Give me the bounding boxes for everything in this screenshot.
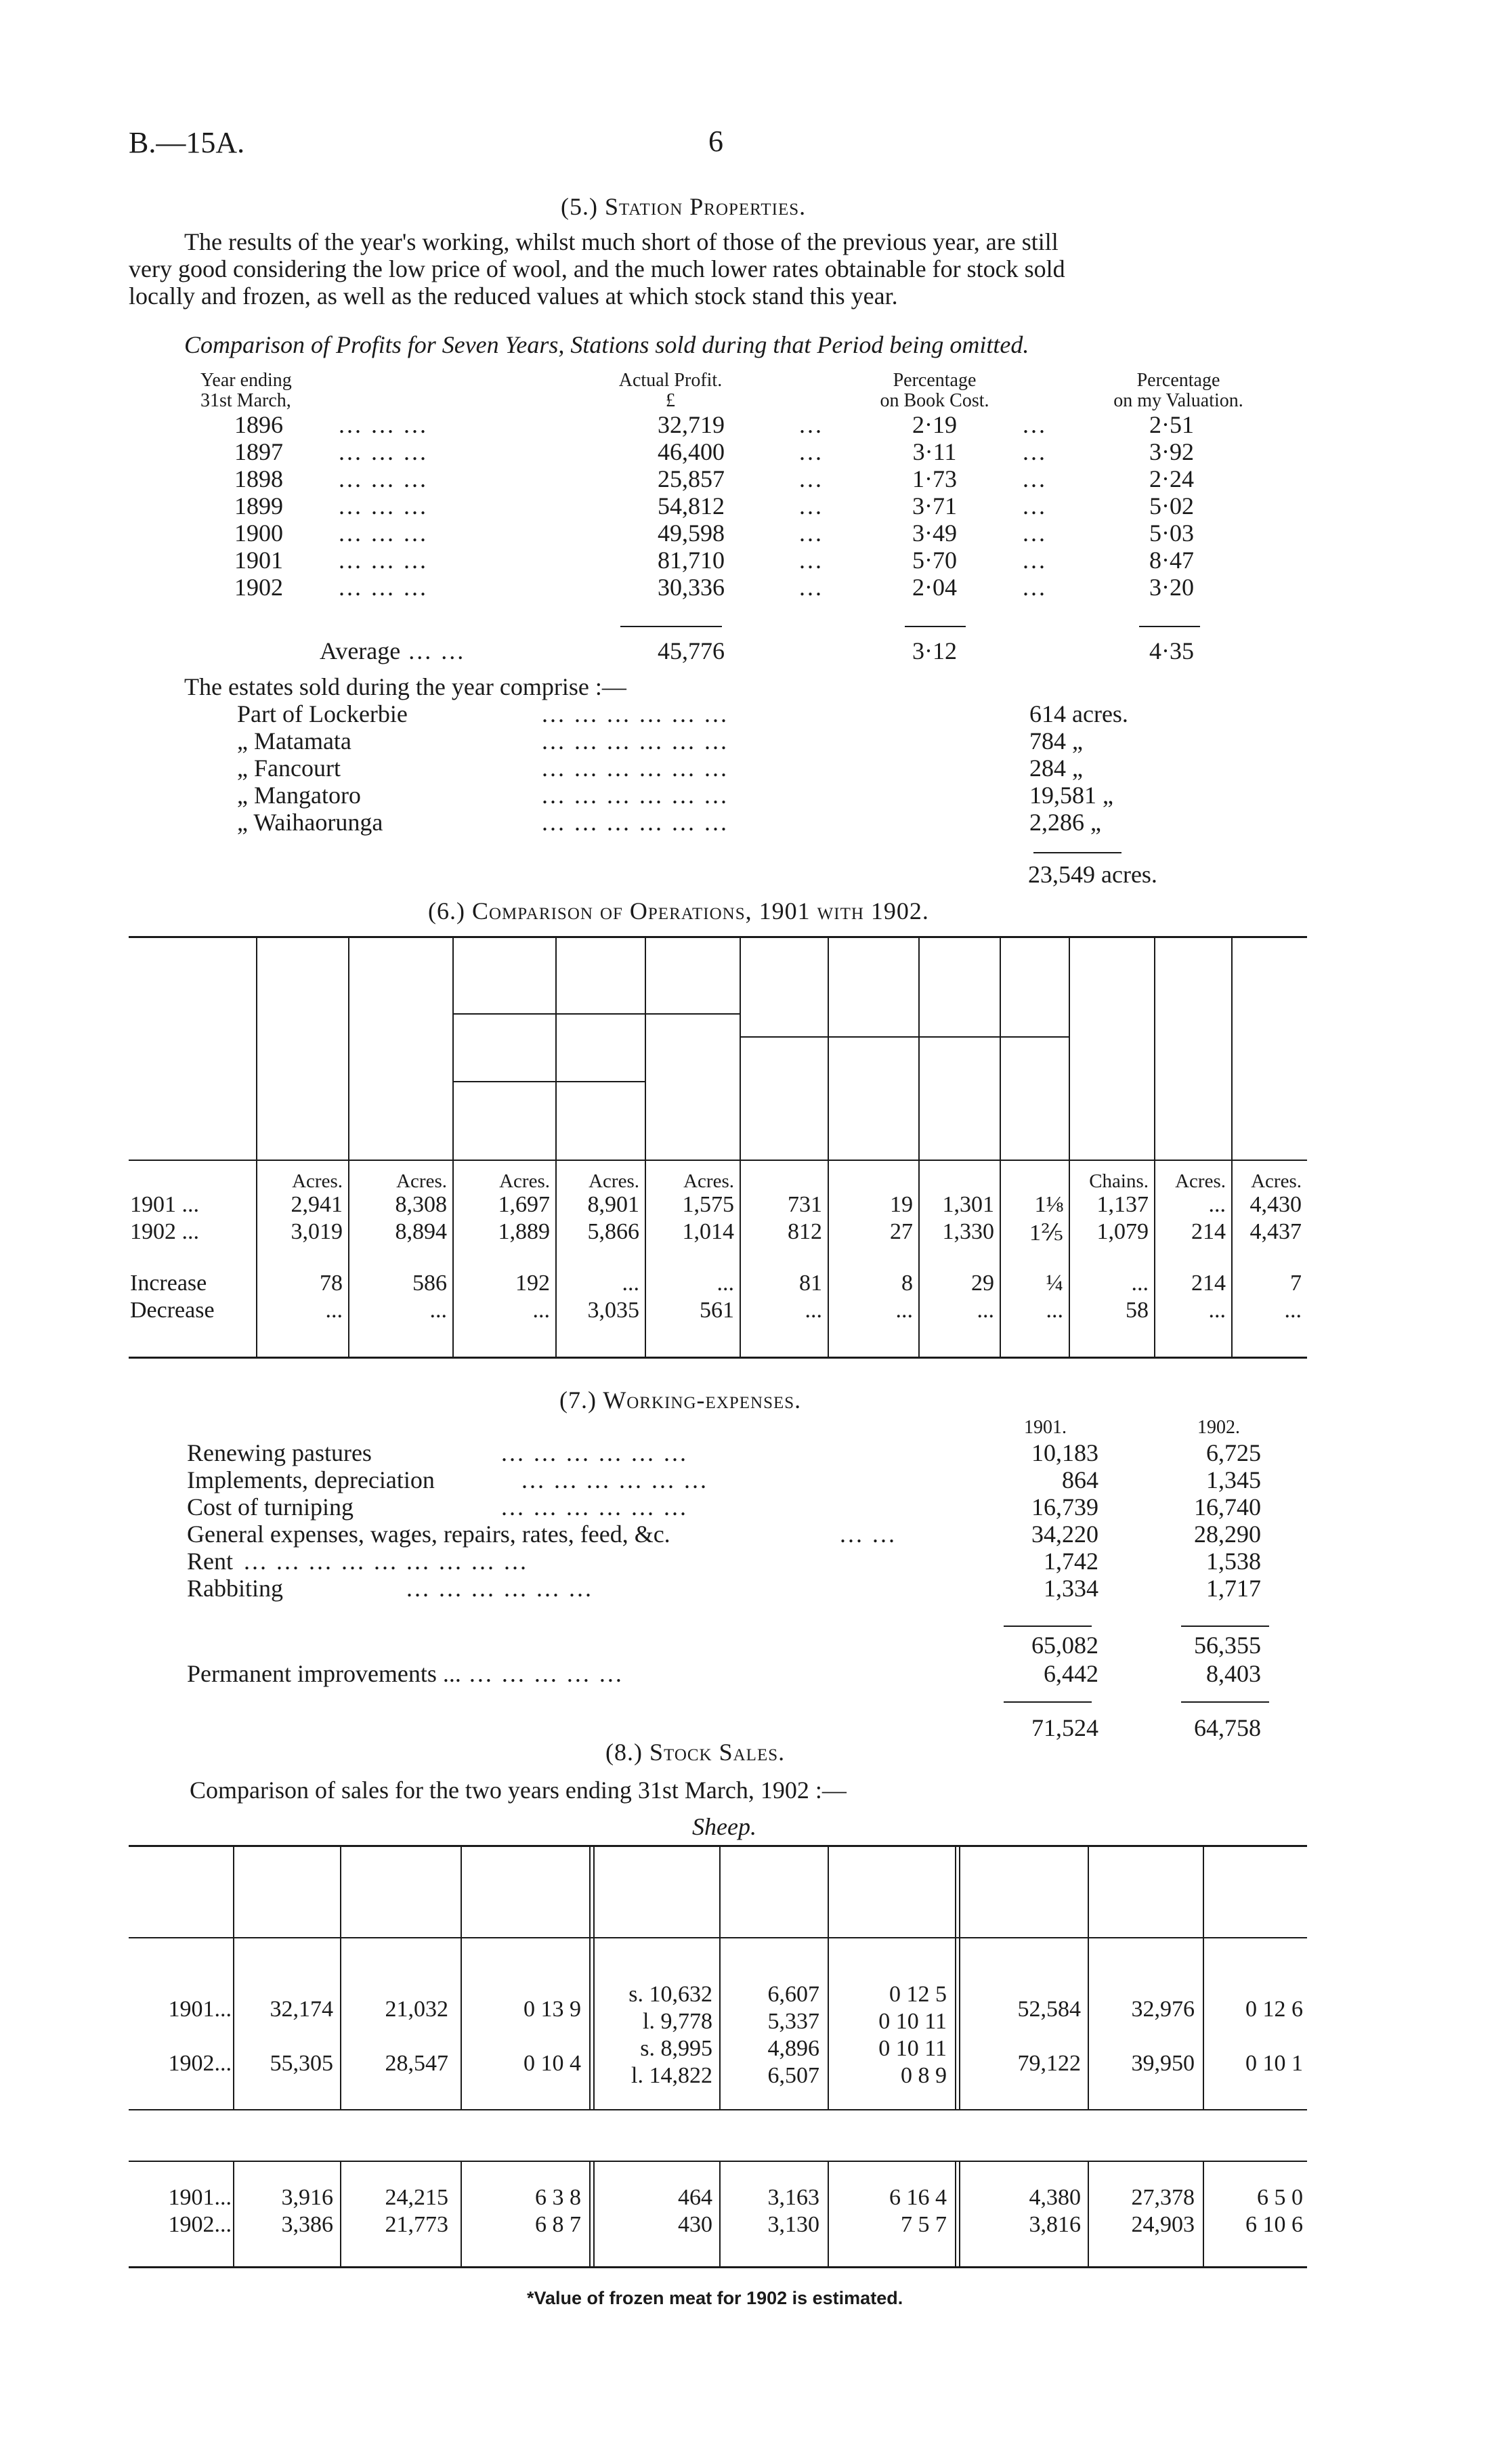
leader-dots: ... [1023,574,1047,601]
with-plough-rule [452,1081,645,1082]
cattle-total-net: 24,903 [1131,2212,1195,2237]
column-rule [589,2161,591,2266]
ops-cell: ... [429,1298,447,1323]
col-val-head-1: Percentage [1136,370,1220,391]
leader-dots: ... [799,438,824,465]
profit-row-value: 25,857 [658,465,725,492]
profit-row-book: 3·49 [912,519,957,547]
profit-row-val: 2·24 [1149,465,1194,492]
cattle-frozen-net: 3,163 [767,2185,819,2210]
we-rule-2a [1004,1701,1092,1703]
cattle-frozen-avg: 6 16 4 [889,2185,947,2210]
profit-row-year: 1898 [234,465,283,492]
cattle-frozen-net: 3,130 [767,2212,819,2237]
sheep-caption: Sheep. [692,1813,756,1840]
leader-dots: ... ... ... [339,492,428,519]
we-row-1901: 34,220 [1031,1521,1098,1548]
profit-row-val: 2·51 [1149,411,1194,438]
we-row-label: Implements, depreciation [187,1466,435,1493]
we-head-1901: 1901. [1024,1417,1067,1438]
leader-dots: ... ... ... [339,547,428,574]
ops-cell: 1⅛ [1034,1192,1063,1217]
cattle-total: 4,380 [1029,2185,1081,2210]
ops-cell: 1,697 [498,1192,550,1217]
val-rule [1139,626,1200,627]
ops-cell: 3,035 [587,1298,639,1323]
profit-row-value: 81,710 [658,547,725,574]
we-row-1902: 16,740 [1194,1493,1261,1521]
col-book-head-1: Percentage [893,370,977,391]
stock-sales-intro: Comparison of sales for the two years ending 31st March, 1902 :— [190,1777,847,1804]
ops-cell: 81 [799,1271,822,1296]
estates-intro: The estates sold during the year comprise :— [184,673,626,700]
estate-acres: 284 „ [1029,755,1083,782]
profit-row-book: 5·70 [912,547,957,574]
ops-cell: ... [1208,1192,1226,1217]
we-rule-1b [1181,1626,1269,1627]
cattle-sold: 3,386 [281,2212,333,2237]
we-row-1902: 1,538 [1206,1548,1261,1575]
ops-cell: 78 [320,1271,343,1296]
ops-cell: 1,137 [1096,1192,1149,1217]
leader-dots: ... ... ... [339,519,428,547]
we-row-label: Rabbiting [187,1575,283,1602]
sheep-frozen-2: l. 14,822 [631,2063,712,2088]
profit-row-book: 3·71 [912,492,957,519]
we-row-1901: 16,739 [1031,1493,1098,1521]
we-row-1901: 1,742 [1044,1548,1098,1575]
average-profit: 45,776 [658,637,725,664]
leader-dots: ... [1023,411,1047,438]
ops-cell: 214 [1191,1219,1226,1244]
leader-dots: ... [1023,492,1047,519]
estate-acres: 19,581 „ [1029,782,1113,809]
leader-dots: ... ... ... [339,438,428,465]
unit-label: Acres. [499,1170,550,1192]
we-row-label: General expenses, wages, repairs, rates, feed, &c. [187,1521,670,1548]
profit-row-year: 1901 [234,547,283,574]
ops-row-label: 1901 ... [130,1192,199,1217]
hay-rule [918,1036,1069,1038]
we-row-1902: 6,725 [1206,1439,1261,1466]
sheep-total: 52,584 [1017,1997,1081,2022]
table-top-rule [129,936,1307,938]
section-6-title: (6.) Comparison of Operations, 1901 with 1902. [428,897,929,925]
profit-row-val: 5·03 [1149,519,1194,547]
average-book: 3·12 [912,637,957,664]
ops-cell: 1,889 [498,1219,550,1244]
cattle-avg: 6 3 8 [535,2185,581,2210]
profit-row-val: 3·20 [1149,574,1194,601]
unit-label: Chains. [1089,1170,1149,1192]
ops-cell: ... [1046,1298,1063,1323]
we-row-1901: 864 [1062,1466,1098,1493]
sales-top-rule [129,1845,1307,1847]
cattle-total: 3,816 [1029,2212,1081,2237]
ops-cell: 4,437 [1249,1219,1302,1244]
cattle-net: 24,215 [385,2185,448,2210]
ops-cell: 58 [1126,1298,1149,1323]
ops-cell: ... [1131,1271,1149,1296]
we-subtotal-1901: 65,082 [1031,1632,1098,1659]
ops-cell: 19 [890,1192,913,1217]
leader-dots: ... ... ... [339,574,428,601]
ops-cell: ... [1208,1298,1226,1323]
ops-cell: 586 [412,1271,447,1296]
grassing-rule [452,1013,740,1015]
ops-cell: ... [805,1298,822,1323]
sales-bottom-rule [129,2266,1307,2268]
section-7-title: (7.) Working-expenses. [559,1386,802,1414]
ops-cell: ... [1284,1298,1302,1323]
column-rule [955,2161,956,2266]
ops-cell: 1⅖ [1029,1220,1063,1246]
sheep-year: 1901... [168,1997,232,2022]
col-year-head-2: 31st March, [200,390,291,411]
leader-dots: ... [1023,465,1047,492]
leader-dots: ... ... ... ... ... ... [521,1466,708,1493]
leader-dots: ... ... ... [339,411,428,438]
cattle-total-avg: 6 10 6 [1245,2212,1303,2237]
leader-dots: ... [1023,438,1047,465]
sheep-frozen-avg-1: 0 12 5 [889,1982,947,2007]
ops-cell: 192 [515,1271,550,1296]
ops-cell: 5,866 [587,1219,639,1244]
profit-row-value: 49,598 [658,519,725,547]
we-perm-1902: 8,403 [1206,1660,1261,1687]
leader-dots: ... ... ... ... ... ... [542,727,729,755]
page-reference: B.—15A. [129,126,245,159]
footnote: *Value of frozen meat for 1902 is estimated. [527,2288,903,2308]
we-rule-2b [1181,1701,1269,1703]
sheep-frozen-1: s. 8,995 [640,2036,712,2061]
ops-cell: 3,019 [291,1219,343,1244]
profit-row-value: 30,336 [658,574,725,601]
leader-dots: ... [799,547,824,574]
sheep-total-net: 32,976 [1131,1997,1195,2022]
average-label: Average ... ... [320,637,466,664]
sheep-avg: 0 10 4 [523,2051,581,2076]
leader-dots: ... ... ... ... ... ... [542,700,729,727]
leader-dots: ... ... [840,1521,897,1548]
sheep-total-avg: 0 10 1 [1245,2051,1303,2076]
profit-row-book: 2·19 [912,411,957,438]
ops-row-label: Decrease [130,1298,215,1323]
cattle-frozen-avg: 7 5 7 [901,2212,947,2237]
sheep-sold: 32,174 [270,1997,333,2022]
ops-cell: ¼ [1046,1271,1063,1296]
paragraph-line-3: locally and frozen, as well as the reduced values at which stock stand this year. [129,282,898,310]
ops-cell: 1,330 [942,1219,994,1244]
ops-cell: 27 [890,1219,913,1244]
profit-row-year: 1902 [234,574,283,601]
sheep-year: 1902... [168,2051,232,2076]
paragraph-line-2: very good considering the low price of wool, and the much lower rates obtainable for stock sold [129,255,1065,282]
cattle-year: 1901... [168,2185,232,2210]
profit-row-book: 1·73 [912,465,957,492]
we-perm-1901: 6,442 [1044,1660,1098,1687]
unit-label: Acres. [1175,1170,1226,1192]
leader-dots: ... ... ... ... ... ... [406,1575,593,1602]
cattle-frozen: 430 [678,2212,712,2237]
col-val-head-2: on my Valuation. [1113,390,1243,411]
average-val: 4·35 [1149,637,1194,664]
sheep-frozen-2: l. 9,778 [643,2009,712,2034]
ops-cell: 8,894 [395,1219,447,1244]
ops-cell: 2,941 [291,1192,343,1217]
profit-row-book: 2·04 [912,574,957,601]
col-book-head-2: on Book Cost. [880,390,989,411]
ops-cell: 1,301 [942,1192,994,1217]
sheep-frozen-1: s. 10,632 [628,1982,712,2007]
sheep-frozen-avg-2: 0 10 11 [878,2009,947,2034]
ops-cell: 8,308 [395,1192,447,1217]
we-head-1902: 1902. [1197,1417,1240,1438]
sheep-frozen-avg-2: 0 8 9 [901,2063,947,2088]
leader-dots: ... [799,519,824,547]
sheep-frozen-net-1: 4,896 [767,2036,819,2061]
ops-cell: ... [895,1298,913,1323]
leader-dots: ... ... ... ... ... ... [501,1439,688,1466]
table-header-rule [129,1160,1307,1161]
ops-cell: 214 [1191,1271,1226,1296]
column-rule [955,1845,956,2109]
ops-cell: ... [977,1298,994,1323]
leader-dots: ... [799,411,824,438]
profits-caption: Comparison of Profits for Seven Years, Stations sold during that Period being omitted. [184,331,1029,358]
col-profit-head-1: Actual Profit. [618,370,723,391]
we-row-1901: 1,334 [1044,1575,1098,1602]
ops-cell: ... [325,1298,343,1323]
sheep-total: 79,122 [1017,2051,1081,2076]
ops-cell: 1,079 [1096,1219,1149,1244]
estate-acres: 2,286 „ [1029,809,1101,836]
leader-dots: ... [799,574,824,601]
ops-cell: 1,575 [682,1192,734,1217]
we-row-label: Renewing pastures [187,1439,372,1466]
we-row-1902: 1,717 [1206,1575,1261,1602]
profit-row-val: 3·92 [1149,438,1194,465]
profit-row-val: 8·47 [1149,547,1194,574]
sheep-sold: 55,305 [270,2051,333,2076]
cattle-year: 1902... [168,2212,232,2237]
unit-label: Acres. [683,1170,734,1192]
sales-header-rule [129,1937,1307,1938]
leader-dots: ... [799,492,824,519]
ops-row-label: 1902 ... [130,1219,199,1244]
cattle-frozen: 464 [678,2185,712,2210]
we-row-1902: 1,345 [1206,1466,1261,1493]
profit-row-value: 32,719 [658,411,725,438]
oats-rule [740,1036,918,1038]
ops-cell: 8 [901,1271,913,1296]
cattle-net: 21,773 [385,2212,448,2237]
ops-cell: 4,430 [1249,1192,1302,1217]
estate-name: Part of Lockerbie [237,700,408,727]
unit-label: Acres. [589,1170,639,1192]
estate-name: „ Mangatoro [237,782,361,809]
profit-rule [620,626,722,627]
cattle-header-rule [129,2161,1307,2162]
estate-name: „ Fancourt [237,755,341,782]
sheep-total-avg: 0 12 6 [1245,1997,1303,2022]
ops-cell: ... [717,1271,734,1296]
ops-cell: 1,014 [682,1219,734,1244]
sheep-frozen-net-1: 6,607 [767,1982,819,2007]
sheep-avg: 0 13 9 [523,1997,581,2022]
unit-label: Acres. [292,1170,343,1192]
sheep-net: 28,547 [385,2051,448,2076]
book-rule [905,626,966,627]
ops-cell: 731 [788,1192,822,1217]
we-row-1902: 28,290 [1194,1521,1261,1548]
we-total-1901: 71,524 [1031,1714,1098,1741]
estate-acres: 614 acres. [1029,700,1128,727]
estate-name: „ Matamata [237,727,351,755]
profit-row-year: 1896 [234,411,283,438]
sheep-frozen-avg-1: 0 10 11 [878,2036,947,2061]
profit-row-value: 54,812 [658,492,725,519]
col-year-head-1: Year ending [200,370,292,391]
we-row-label: Cost of turniping [187,1493,354,1521]
cattle-total-avg: 6 5 0 [1257,2185,1303,2210]
we-rule-1a [1004,1626,1092,1627]
profit-row-year: 1899 [234,492,283,519]
section-5-title: (5.) Station Properties. [561,193,807,220]
leader-dots: ... [1023,547,1047,574]
estate-name: „ Waihaorunga [237,809,383,836]
leader-dots: ... ... ... ... ... ... [542,782,729,809]
profit-row-value: 46,400 [658,438,725,465]
sheep-net: 21,032 [385,1997,448,2022]
leader-dots: ... ... ... ... ... ... [542,755,729,782]
estate-acres: 784 „ [1029,727,1083,755]
cattle-avg: 6 8 7 [535,2212,581,2237]
we-total-1902: 64,758 [1194,1714,1261,1741]
page-number: 6 [708,125,723,158]
ops-cell: ... [532,1298,550,1323]
cattle-sold: 3,916 [281,2185,333,2210]
cattle-total-net: 27,378 [1131,2185,1195,2210]
ops-cell: 561 [700,1298,734,1323]
profit-row-val: 5·02 [1149,492,1194,519]
ops-cell: 812 [788,1219,822,1244]
estates-rule [1033,852,1121,853]
profit-row-year: 1900 [234,519,283,547]
profit-row-book: 3·11 [912,438,957,465]
ops-cell: 8,901 [587,1192,639,1217]
paragraph-line-1: The results of the year's working, whilst much short of those of the previous year, are still [184,228,1059,255]
sheep-frozen-net-2: 6,507 [767,2063,819,2088]
leader-dots: ... [799,465,824,492]
leader-dots: ... ... ... ... ... ... [501,1493,688,1521]
we-perm-label: Permanent improvements ... ... ... ... ... ... [187,1660,624,1687]
leader-dots: ... ... ... ... ... ... ... ... ... [244,1548,528,1575]
unit-label: Acres. [396,1170,447,1192]
ops-cell: 29 [971,1271,994,1296]
col-profit-head-2: £ [666,390,675,411]
leader-dots: ... ... ... [339,465,428,492]
profit-row-year: 1897 [234,438,283,465]
sales-mid-rule [129,2109,1307,2110]
ops-row-label: Increase [130,1271,207,1296]
we-subtotal-1902: 56,355 [1194,1632,1261,1659]
estates-total: 23,549 acres. [1028,861,1157,888]
we-row-1901: 10,183 [1031,1439,1098,1466]
leader-dots: ... ... ... ... ... ... [542,809,729,836]
ops-cell: 7 [1290,1271,1302,1296]
column-rule [589,1845,591,2109]
leader-dots: ... [1023,519,1047,547]
we-row-label: Rent [187,1548,233,1575]
section-8-title: (8.) Stock Sales. [605,1739,786,1766]
table-bottom-rule [129,1357,1307,1359]
sheep-total-net: 39,950 [1131,2051,1195,2076]
sheep-frozen-net-2: 5,337 [767,2009,819,2034]
unit-label: Acres. [1251,1170,1302,1192]
ops-cell: ... [622,1271,639,1296]
